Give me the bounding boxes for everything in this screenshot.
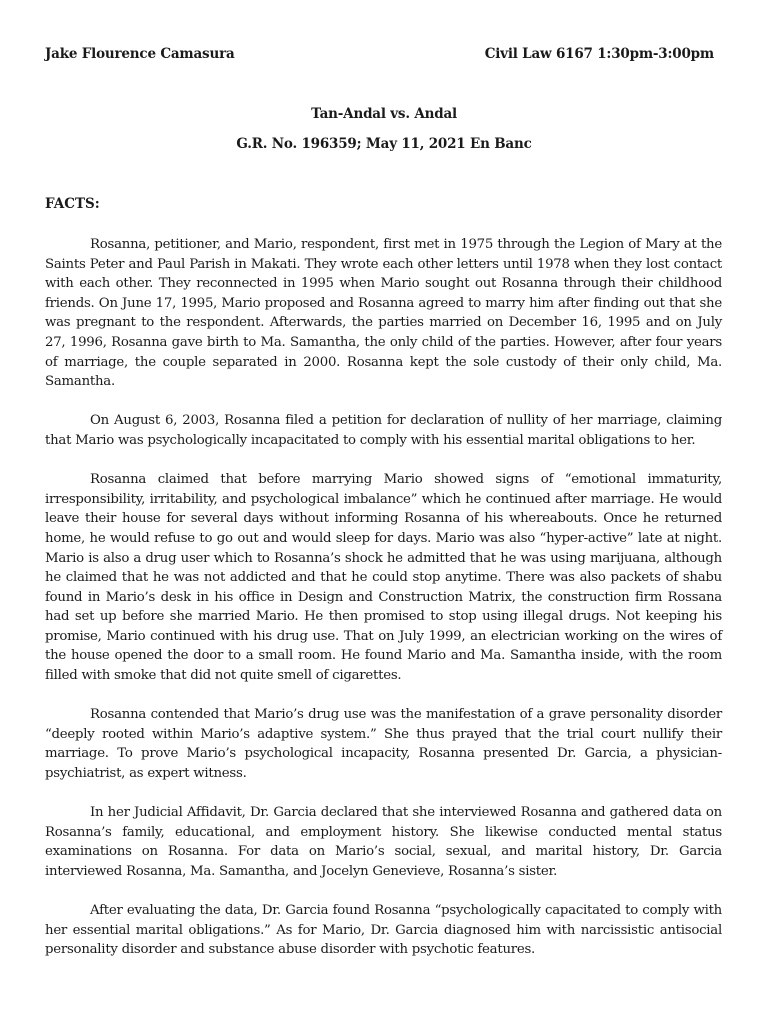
section-heading-facts: FACTS:	[45, 196, 100, 212]
paragraph: After evaluating the data, Dr. Garcia found Rosanna “psychologically capacitated to comply with her essential marital obligations.” As for Mario, Dr. Garcia diagnosed him with narcissistic antisocial personality disorder and substance abuse disorder with psychotic features.	[45, 903, 722, 958]
paragraph: Rosanna, petitioner, and Mario, respondent, first met in 1975 through the Legion of Mary at the Saints Peter and Paul Parish in Makati. They wrote each other letters until 1978 when they lost contact with each other. They reconnected in 1995 when Mario sought out Rosanna through their childhood friends. On June 17, 1995, Mario proposed and Rosanna agreed to marry him after finding out that she was pregnant to the respondent. Afterwards, the parties married on December 16, 1995 and on July 27, 1996, Rosanna gave birth to Ma. Samantha, the only child of the parties. However, after four years of marriage, the couple separated in 2000. Rosanna kept the sole custody of their only child, Ma. Samantha.	[45, 237, 722, 390]
page-header	[45, 46, 714, 62]
paragraph: Rosanna claimed that before marrying Mario showed signs of “emotional immaturity, irresponsibility, irritability, and psychological imbalance” which he continued after marriage. He would leave their house for several days without informing Rosanna of his whereabouts. Once he returned home, he would refuse to go out and would sleep for days. Mario was also “hyper-active” late at night. Mario is also a drug user which to Rosanna’s shock he admitted that he was using marijuana, although he claimed that he was not addicted and that he could stop anytime. There was also packets of shabu found in Mario’s desk in his office in Design and Construction Matrix, the construction firm Rossana had set up before she married Mario. He then promised to stop using illegal drugs. Not keeping his promise, Mario continued with his drug use. That on July 1999, an electrician working on the wires of the house opened the door to a small room. He found Mario and Ma. Samantha inside, with the room filled with smoke that did not quite smell of cigarettes.	[45, 472, 722, 684]
case-title: Tan-Andal vs. Andal	[311, 106, 457, 122]
case-citation: G.R. No. 196359; May 11, 2021 En Banc	[236, 136, 532, 152]
paragraph: On August 6, 2003, Rosanna filed a petition for declaration of nullity of her marriage, claiming that Mario was psychologically incapacitated to comply with his essential marital obligations to her.	[45, 413, 722, 448]
facts-body	[45, 235, 722, 980]
course-schedule: Civil Law 6167 1:30pm-3:00pm	[484, 46, 714, 62]
author-name: Jake Flourence Camasura	[45, 46, 235, 62]
paragraph: Rosanna contended that Mario’s drug use was the manifestation of a grave personality disorder “deeply rooted within Mario’s adaptive system.” She thus prayed that the trial court nullify their marriage. To prove Mario’s psychological incapacity, Rosanna presented Dr. Garcia, a physician-psychiatrist, as expert witness.	[45, 707, 722, 782]
paragraph: In her Judicial Affidavit, Dr. Garcia declared that she interviewed Rosanna and gathered data on Rosanna’s family, educational, and employment history. She likewise conducted mental status examinations on Rosanna. For data on Mario’s social, sexual, and marital history, Dr. Garcia interviewed Rosanna, Ma. Samantha, and Jocelyn Genevieve, Rosanna’s sister.	[45, 805, 722, 879]
